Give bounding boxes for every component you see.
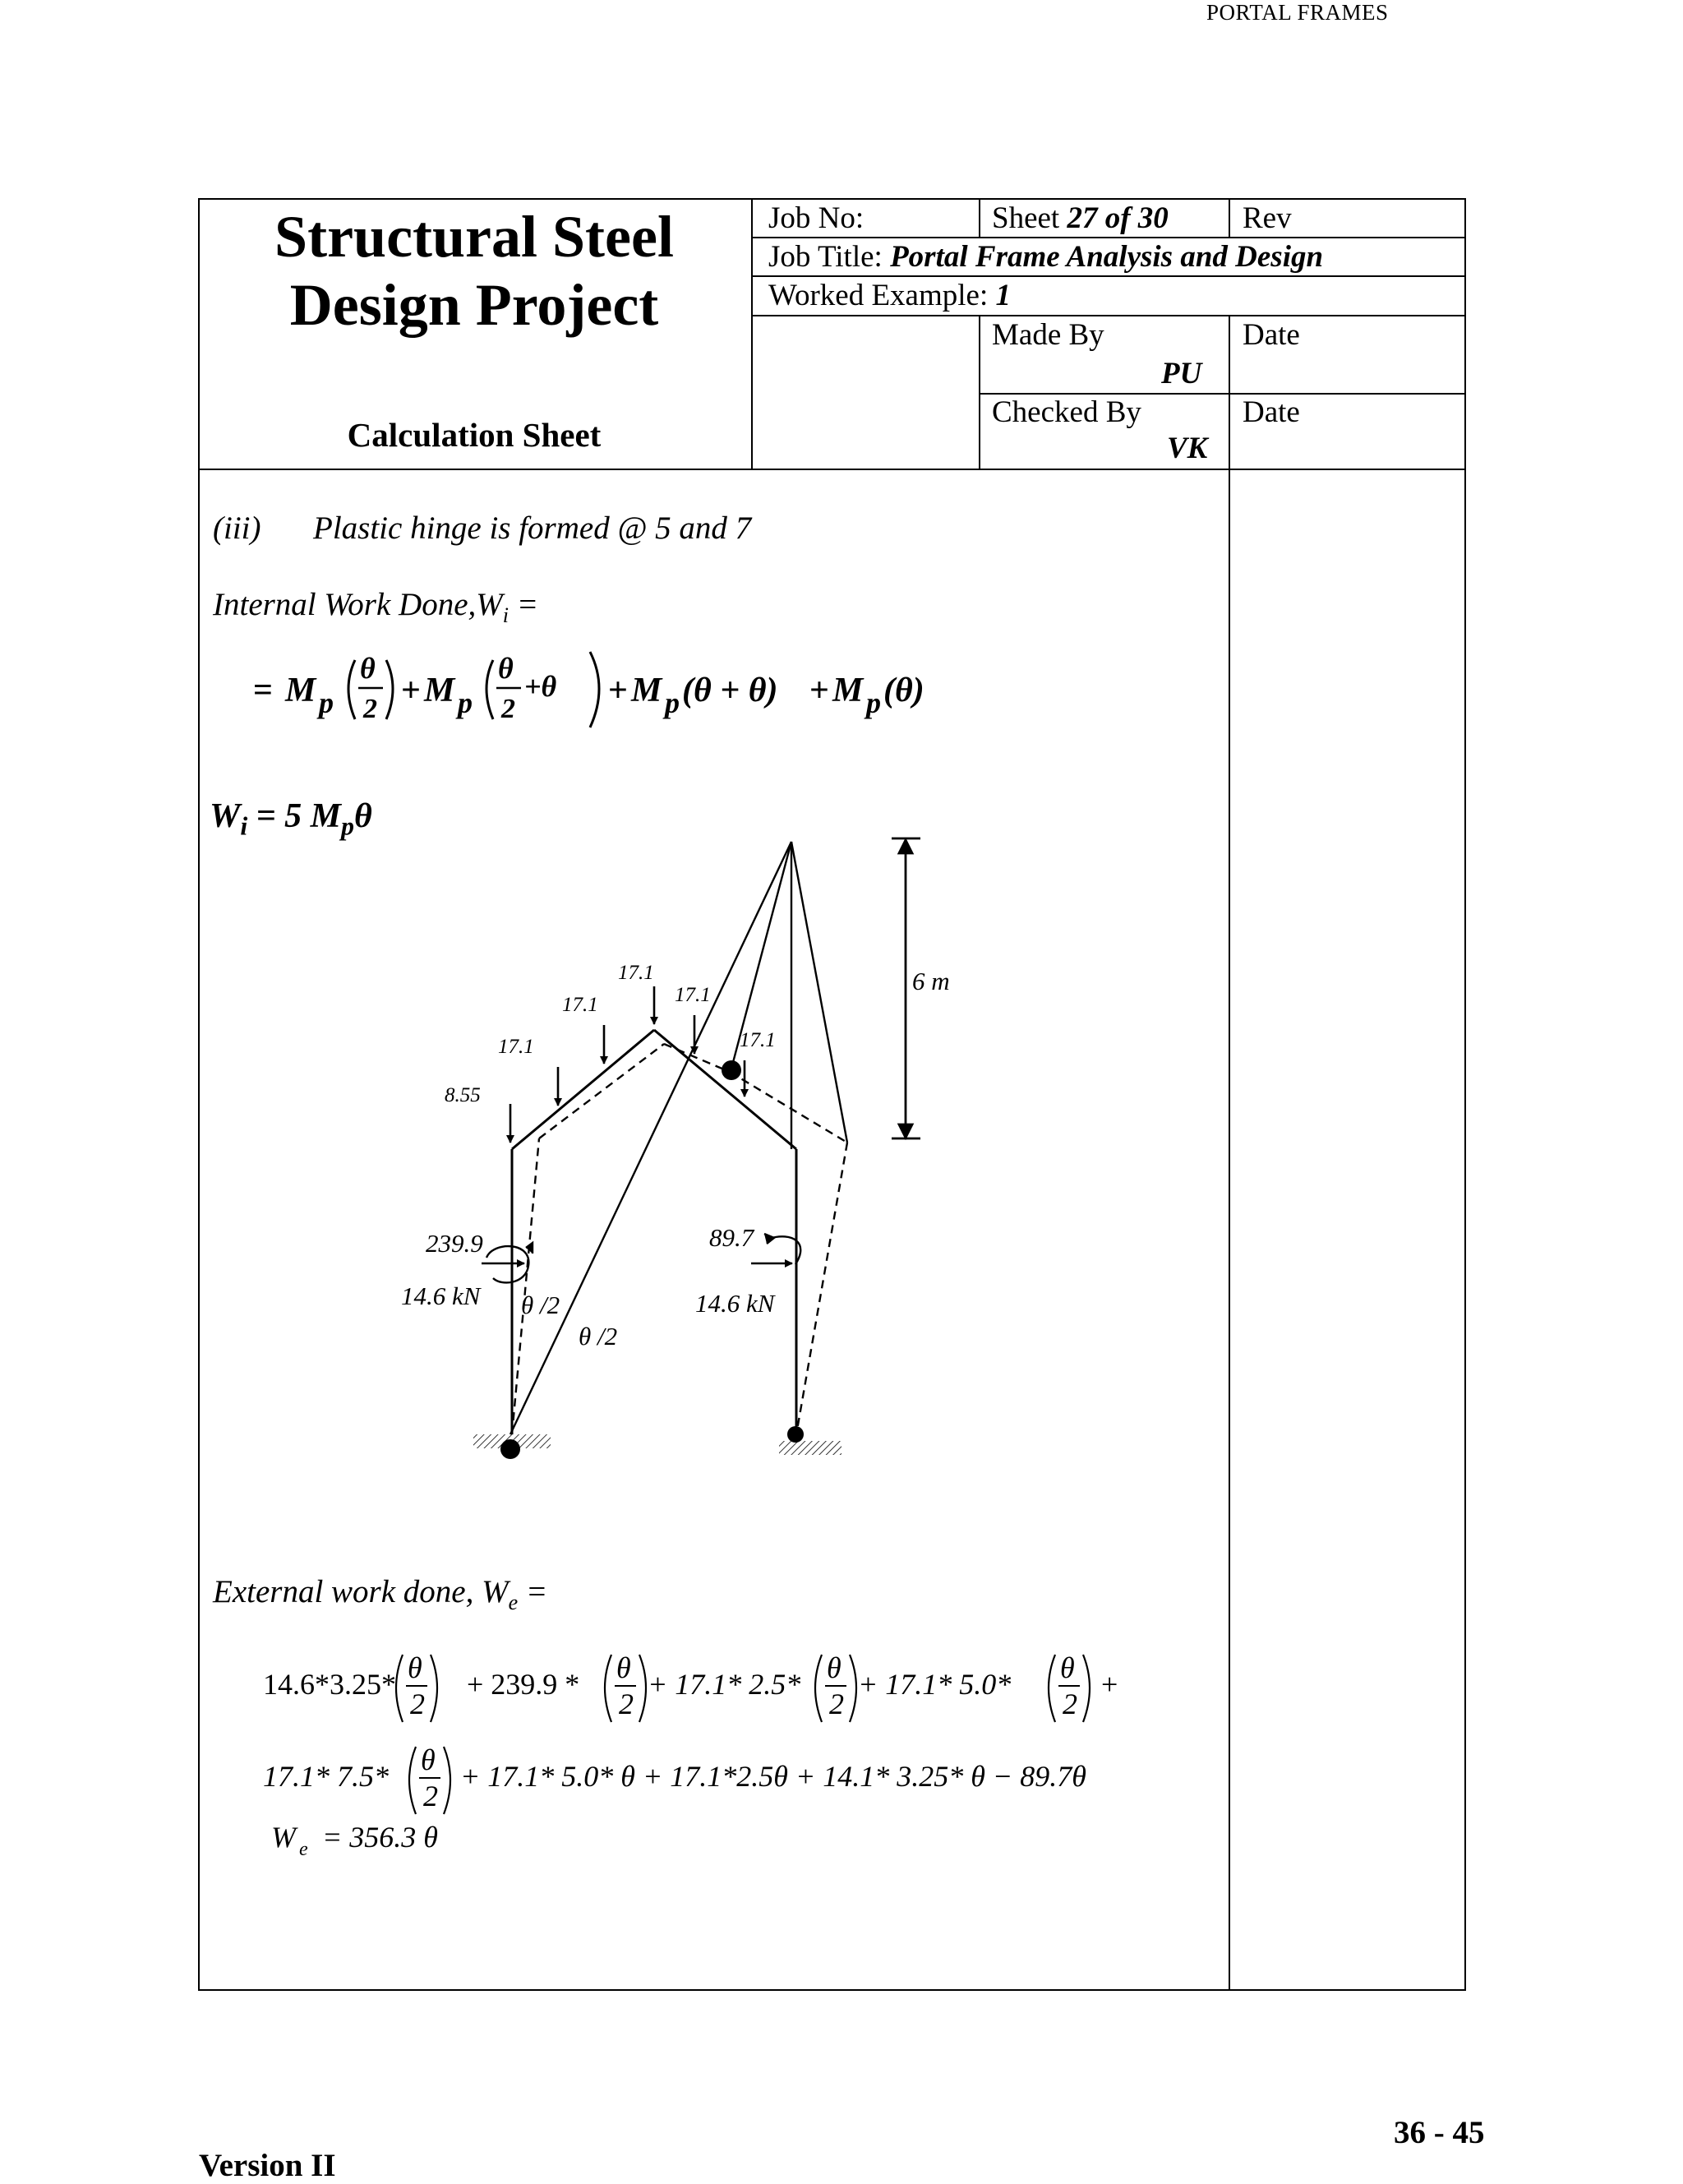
internal-work-eq: = — [516, 587, 539, 622]
project-title-line2: Design Project — [289, 272, 659, 338]
ext-l1-t3: + 17.1* 2.5* — [648, 1668, 801, 1701]
eq-equals: = — [253, 672, 273, 709]
wi-symbol: W — [210, 797, 241, 835]
ext-l2-t1: 17.1* 7.5* — [263, 1760, 389, 1793]
hinge-rafter — [722, 1060, 741, 1080]
external-work-label: External work done, — [213, 1574, 474, 1609]
hinge-left-base — [500, 1439, 520, 1459]
ext-l1-t2: + 239.9 * — [467, 1668, 580, 1701]
ext-l1-two-1: 2 — [410, 1688, 425, 1720]
eq-p-3: p — [665, 686, 680, 719]
internal-work-sub: i — [502, 603, 509, 627]
hinge-right-base — [787, 1426, 804, 1443]
ext-l1-two-3: 2 — [829, 1688, 844, 1720]
ext-l1-end: + — [1101, 1668, 1118, 1701]
height-label: 6 m — [912, 967, 950, 995]
ext-l1-t4: + 17.1* 5.0* — [858, 1668, 1012, 1701]
eq-two-2: 2 — [501, 694, 515, 724]
angle-label-diagonal: θ /2 — [579, 1322, 618, 1351]
load-label-6: 17.1 — [740, 1029, 776, 1051]
eq-two-1: 2 — [363, 694, 377, 724]
case-number: (iii) — [213, 510, 261, 546]
external-work-heading — [213, 1576, 547, 1614]
sheet-type: Calculation Sheet — [347, 416, 602, 454]
made-by-label: Made By — [992, 318, 1104, 352]
wi-theta: θ — [354, 797, 372, 835]
external-work-symbol: W — [482, 1574, 509, 1609]
eq-plus-3: + — [809, 672, 829, 709]
right-horizontal-force: 14.6 kN — [695, 1289, 775, 1318]
made-by-value: PU — [1161, 357, 1202, 390]
eq-p-1: p — [319, 686, 334, 719]
external-work-eq: = — [525, 1574, 548, 1609]
ext-l2-rest: + 17.1* 5.0* θ + 17.1*2.5θ + 14.1* 3.25* θ − 89.7θ — [460, 1760, 1086, 1793]
external-work-equation — [247, 1640, 1142, 1862]
case-description: Plastic hinge is formed @ 5 and 7 — [313, 510, 752, 546]
version-label: Version II — [199, 2148, 336, 2183]
eq-mp-4: M — [832, 672, 864, 709]
wi-body: = 5 M — [247, 797, 342, 835]
eq-plus-1: + — [401, 672, 421, 709]
worked-example-label: Worked Example: — [768, 279, 989, 312]
load-label-2: 17.1 — [498, 1036, 534, 1058]
external-work-sub: e — [508, 1590, 519, 1614]
load-label-1: 8.55 — [445, 1084, 481, 1106]
ext-l1-two-2: 2 — [619, 1688, 634, 1720]
right-support — [779, 1441, 842, 1455]
eq-mp-1: M — [285, 672, 316, 709]
we-result: = 356.3 θ — [322, 1821, 438, 1854]
job-no-label: Job No: — [768, 201, 865, 235]
eq-plus-theta: +θ — [524, 670, 557, 703]
internal-work-symbol: W — [476, 587, 503, 622]
ext-l1-t1: 14.6*3.25* — [263, 1668, 396, 1701]
wi-sub-p: p — [341, 810, 355, 841]
checked-by-label: Checked By — [992, 395, 1141, 429]
date-label-1: Date — [1243, 318, 1300, 352]
load-label-3: 17.1 — [562, 994, 598, 1016]
ext-l1-theta-3: θ — [827, 1651, 842, 1684]
eq-term3: (θ + θ) — [682, 672, 778, 709]
ext-l2-theta: θ — [421, 1743, 436, 1776]
internal-work-label: Internal Work Done, — [213, 587, 477, 622]
eq-theta-2: θ — [498, 652, 514, 685]
ext-l1-theta-2: θ — [616, 1651, 631, 1684]
sheet-label-text: Sheet — [992, 201, 1060, 235]
project-title-line1: Structural Steel — [274, 204, 674, 270]
ext-l2-two: 2 — [423, 1780, 438, 1812]
job-title-value: Portal Frame Analysis and Design — [890, 240, 1324, 274]
page-number: 36 - 45 — [1394, 2115, 1485, 2150]
we-sub: e — [299, 1839, 308, 1860]
left-moment-value: 239.9 — [426, 1229, 483, 1258]
ext-l1-theta-4: θ — [1060, 1651, 1075, 1684]
job-title-label: Job Title: — [768, 240, 883, 274]
load-arrows — [510, 986, 745, 1143]
we-symbol: W — [271, 1821, 296, 1854]
sheet-value: 27 of 30 — [1067, 201, 1169, 235]
load-label-4: 17.1 — [618, 962, 654, 984]
eq-term4: (θ) — [883, 672, 924, 709]
date-label-2: Date — [1243, 395, 1300, 429]
ext-l1-two-4: 2 — [1063, 1688, 1077, 1720]
running-header: PORTAL FRAMES — [1206, 0, 1389, 25]
load-label-5: 17.1 — [675, 984, 711, 1006]
eq-plus-2: + — [608, 672, 628, 709]
ext-l1-theta-1: θ — [408, 1651, 422, 1684]
wi-sub: i — [240, 810, 248, 841]
eq-mp-3: M — [631, 672, 662, 709]
checked-by-value: VK — [1167, 432, 1208, 465]
eq-p-2: p — [458, 686, 473, 719]
worked-example-value: 1 — [995, 279, 1011, 312]
right-moment-symbol — [751, 1234, 800, 1264]
left-moment-symbol — [482, 1243, 533, 1282]
angle-label-column: θ /2 — [521, 1291, 560, 1319]
left-horizontal-force: 14.6 kN — [401, 1281, 481, 1310]
eq-mp-2: M — [424, 672, 455, 709]
rev-label: Rev — [1243, 201, 1292, 235]
eq-theta-1: θ — [360, 652, 376, 685]
right-moment-value: 89.7 — [709, 1223, 754, 1252]
eq-p-4: p — [866, 686, 881, 719]
